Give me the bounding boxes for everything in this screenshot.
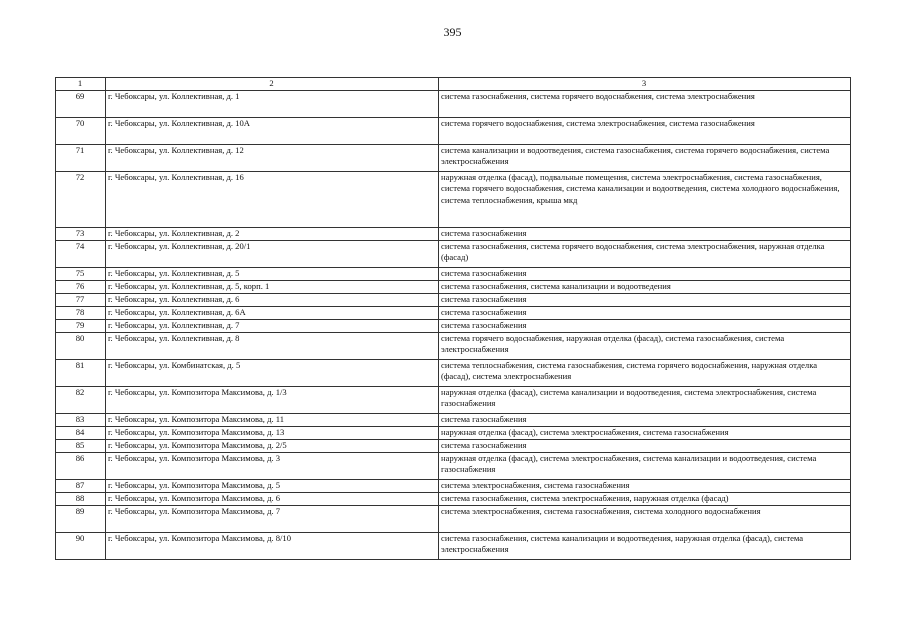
row-address: г. Чебоксары, ул. Коллективная, д. 6: [106, 293, 439, 306]
row-address: г. Чебоксары, ул. Коллективная, д. 8: [106, 332, 439, 359]
row-systems: система газоснабжения, система канализации и водоотведения, наружная отделка (фасад), система электроснабжения: [439, 532, 851, 559]
table-row: [56, 492, 851, 505]
row-systems: система горячего водоснабжения, наружная отделка (фасад), система газоснабжения, система электроснабжения: [439, 332, 851, 359]
table-row: [56, 532, 851, 559]
row-number: 81: [56, 359, 106, 386]
table-row: [56, 452, 851, 479]
row-number: 84: [56, 426, 106, 439]
row-address: г. Чебоксары, ул. Коллективная, д. 10А: [106, 117, 439, 144]
row-systems: система канализации и водоотведения, система газоснабжения, система горячего водоснабжения, система электроснабжения: [439, 144, 851, 171]
column-header-number: 1: [56, 78, 106, 91]
row-number: 90: [56, 532, 106, 559]
table-row: [56, 386, 851, 413]
row-systems: система газоснабжения, система горячего водоснабжения, система электроснабжения, наружная отделка (фасад): [439, 240, 851, 267]
table-row: [56, 426, 851, 439]
row-systems: наружная отделка (фасад), система электроснабжения, система газоснабжения: [439, 426, 851, 439]
row-address: г. Чебоксары, ул. Коллективная, д. 12: [106, 144, 439, 171]
table-row: [56, 171, 851, 227]
row-systems: система газоснабжения: [439, 319, 851, 332]
row-systems: система горячего водоснабжения, система электроснабжения, система газоснабжения: [439, 117, 851, 144]
row-number: 89: [56, 505, 106, 532]
table-row: [56, 332, 851, 359]
row-number: 72: [56, 171, 106, 227]
table-row: [56, 117, 851, 144]
row-systems: система газоснабжения: [439, 267, 851, 280]
row-number: 73: [56, 227, 106, 240]
table-row: [56, 479, 851, 492]
row-number: 77: [56, 293, 106, 306]
row-address: г. Чебоксары, ул. Композитора Максимова, д. 3: [106, 452, 439, 479]
row-systems: система газоснабжения, система горячего водоснабжения, система электроснабжения: [439, 90, 851, 117]
row-number: 79: [56, 319, 106, 332]
table-row: [56, 144, 851, 171]
row-number: 71: [56, 144, 106, 171]
row-address: г. Чебоксары, ул. Композитора Максимова, д. 5: [106, 479, 439, 492]
table-row: [56, 306, 851, 319]
row-systems: система газоснабжения: [439, 306, 851, 319]
row-address: г. Чебоксары, ул. Коллективная, д. 5, корп. 1: [106, 280, 439, 293]
row-number: 82: [56, 386, 106, 413]
row-number: 80: [56, 332, 106, 359]
row-number: 83: [56, 413, 106, 426]
row-systems: система газоснабжения: [439, 293, 851, 306]
table-row: [56, 280, 851, 293]
table-row: [56, 267, 851, 280]
table-row: [56, 293, 851, 306]
row-address: г. Чебоксары, ул. Коллективная, д. 20/1: [106, 240, 439, 267]
row-systems: система электроснабжения, система газоснабжения: [439, 479, 851, 492]
row-address: г. Чебоксары, ул. Композитора Максимова, д. 7: [106, 505, 439, 532]
table-row: [56, 90, 851, 117]
row-number: 70: [56, 117, 106, 144]
row-systems: наружная отделка (фасад), подвальные помещения, система электроснабжения, система газоснабжения, система горячего водоснабжения, система канализации и водоотведения, система холодного водоснабжения, система теплоснабжения, крыша мкд: [439, 171, 851, 227]
row-address: г. Чебоксары, ул. Композитора Максимова, д. 1/3: [106, 386, 439, 413]
row-systems: система теплоснабжения, система газоснабжения, система горячего водоснабжения, наружная отделка (фасад), система электроснабжения: [439, 359, 851, 386]
page-number: 395: [443, 25, 462, 39]
table-header-row: [56, 78, 851, 91]
column-header-systems: 3: [439, 78, 851, 91]
table-row: [56, 240, 851, 267]
row-address: г. Чебоксары, ул. Коллективная, д. 6А: [106, 306, 439, 319]
row-systems: система газоснабжения, система электроснабжения, наружная отделка (фасад): [439, 492, 851, 505]
row-address: г. Чебоксары, ул. Композитора Максимова, д. 13: [106, 426, 439, 439]
row-address: г. Чебоксары, ул. Коллективная, д. 7: [106, 319, 439, 332]
row-systems: система газоснабжения: [439, 439, 851, 452]
table-row: [56, 359, 851, 386]
column-header-address: 2: [106, 78, 439, 91]
row-number: 88: [56, 492, 106, 505]
row-address: г. Чебоксары, ул. Композитора Максимова, д. 11: [106, 413, 439, 426]
row-address: г. Чебоксары, ул. Коллективная, д. 2: [106, 227, 439, 240]
row-number: 75: [56, 267, 106, 280]
table-row: [56, 413, 851, 426]
row-systems: система электроснабжения, система газоснабжения, система холодного водоснабжения: [439, 505, 851, 532]
row-number: 78: [56, 306, 106, 319]
table-row: [56, 227, 851, 240]
row-number: 87: [56, 479, 106, 492]
row-number: 69: [56, 90, 106, 117]
row-systems: система газоснабжения: [439, 413, 851, 426]
registry-table: [55, 77, 851, 560]
row-address: г. Чебоксары, ул. Коллективная, д. 16: [106, 171, 439, 227]
row-address: г. Чебоксары, ул. Композитора Максимова, д. 2/5: [106, 439, 439, 452]
table-row: [56, 505, 851, 532]
row-systems: система газоснабжения, система канализации и водоотведения: [439, 280, 851, 293]
row-address: г. Чебоксары, ул. Композитора Максимова, д. 6: [106, 492, 439, 505]
row-systems: наружная отделка (фасад), система канализации и водоотведения, система электроснабжения, система газоснабжения: [439, 386, 851, 413]
row-address: г. Чебоксары, ул. Композитора Максимова, д. 8/10: [106, 532, 439, 559]
row-systems: наружная отделка (фасад), система электроснабжения, система канализации и водоотведения, система газоснабжения: [439, 452, 851, 479]
row-number: 76: [56, 280, 106, 293]
table-row: [56, 439, 851, 452]
row-systems: система газоснабжения: [439, 227, 851, 240]
row-address: г. Чебоксары, ул. Комбинатская, д. 5: [106, 359, 439, 386]
row-number: 85: [56, 439, 106, 452]
row-address: г. Чебоксары, ул. Коллективная, д. 5: [106, 267, 439, 280]
row-number: 86: [56, 452, 106, 479]
row-number: 74: [56, 240, 106, 267]
row-address: г. Чебоксары, ул. Коллективная, д. 1: [106, 90, 439, 117]
table-row: [56, 319, 851, 332]
